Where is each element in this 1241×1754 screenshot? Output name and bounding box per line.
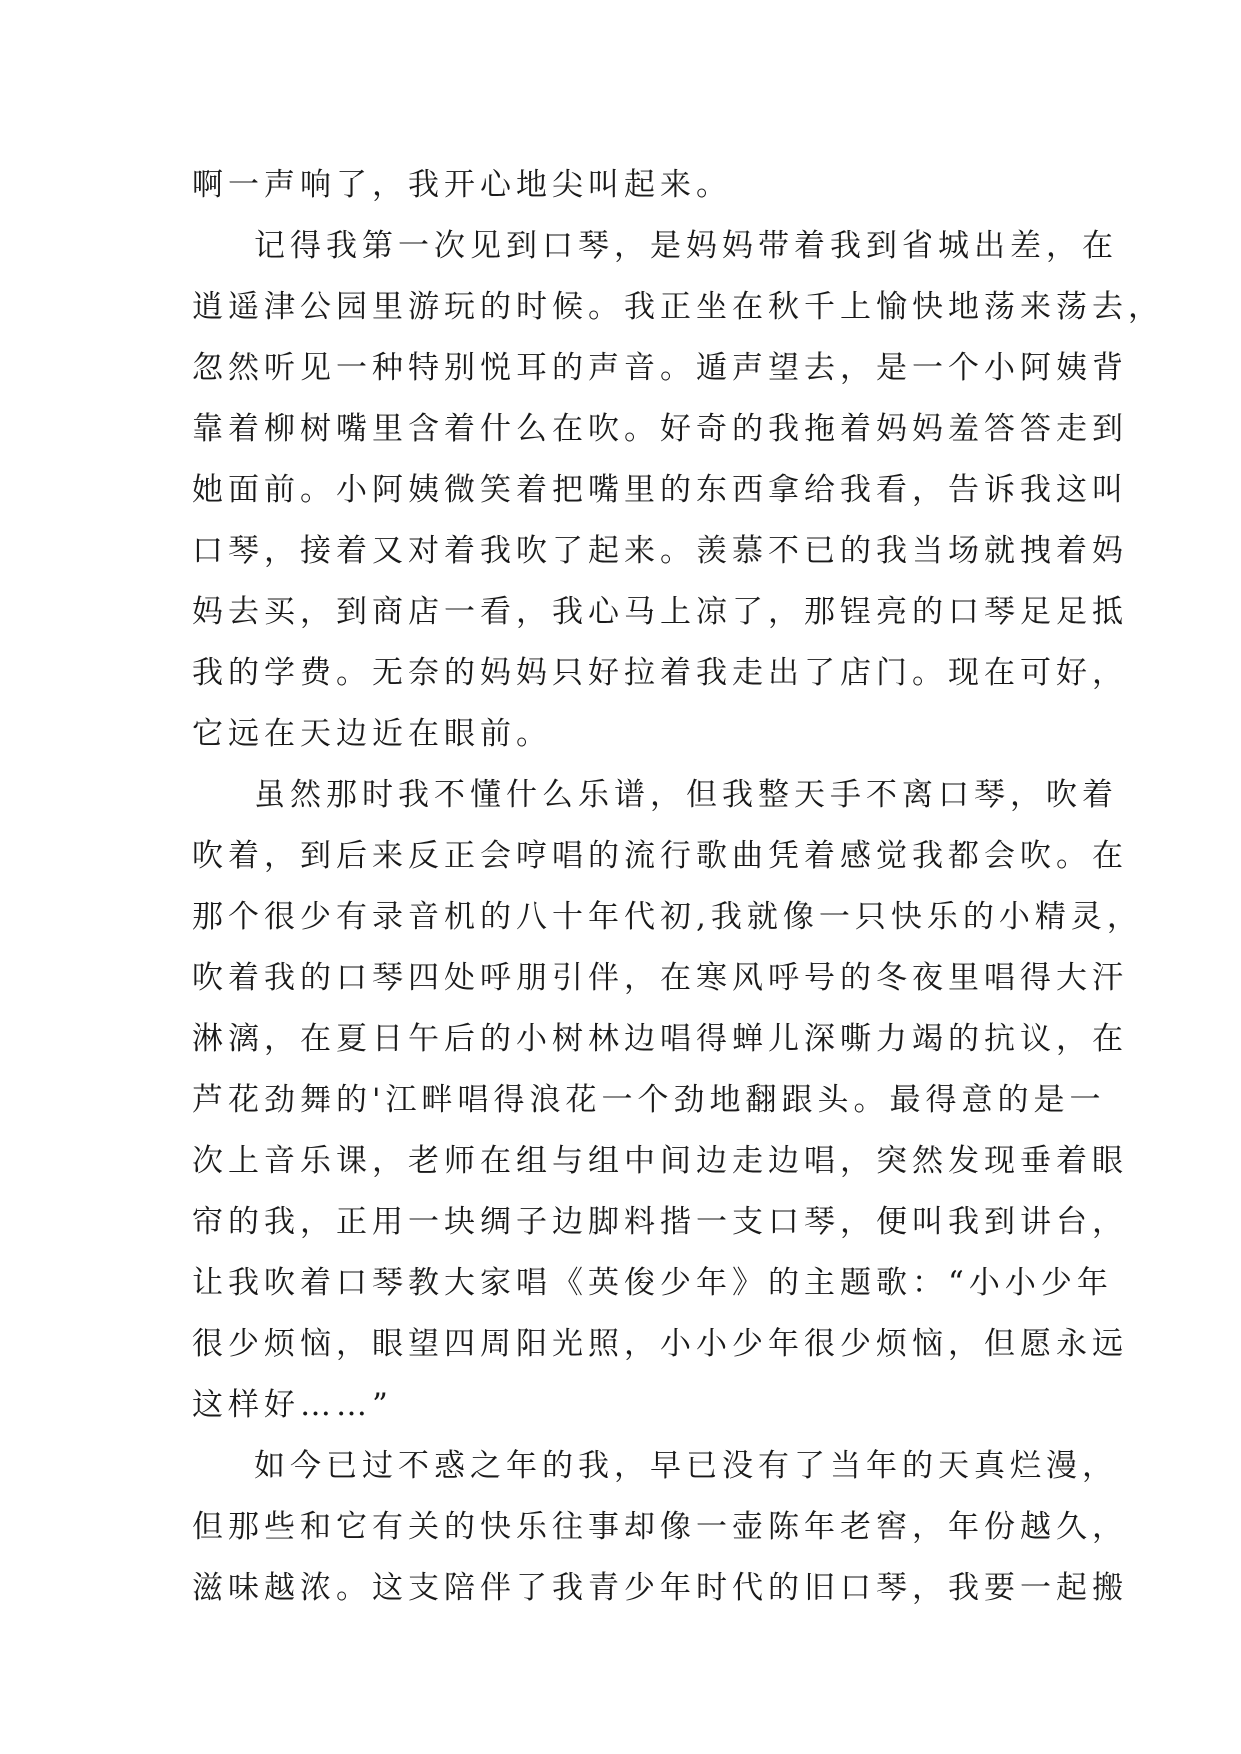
text-line: 滋味越浓。这支陪伴了我青少年时代的旧口琴，我要一起搬 — [192, 1570, 1128, 1606]
text-line: 这样好……” — [192, 1387, 393, 1423]
text-line: 那个很少有录音机的八十年代初,我就像一只快乐的小精灵， — [192, 899, 1143, 935]
paragraph-first-line: 记得我第一次见到口琴，是妈妈带着我到省城出差，在 — [254, 228, 1118, 264]
text-line: 啊一声响了，我开心地尖叫起来。 — [192, 167, 732, 203]
text-line: 靠着柳树嘴里含着什么在吹。好奇的我拖着妈妈羞答答走到 — [192, 411, 1128, 447]
text-line: 让我吹着口琴教大家唱《英俊少年》的主题歌：“小小少年 — [192, 1265, 1113, 1301]
text-line: 很少烦恼，眼望四周阳光照，小小少年很少烦恼，但愿永远 — [192, 1326, 1128, 1362]
text-line: 淋漓，在夏日午后的小树林边唱得蝉儿深嘶力竭的抗议，在 — [192, 1021, 1128, 1057]
text-line: 忽然听见一种特别悦耳的声音。遁声望去，是一个小阿姨背 — [192, 350, 1128, 386]
text-line: 口琴，接着又对着我吹了起来。羡慕不已的我当场就拽着妈 — [192, 533, 1128, 569]
paragraph-first-line: 虽然那时我不懂什么乐谱，但我整天手不离口琴，吹着 — [254, 777, 1118, 813]
paragraph-first-line: 如今已过不惑之年的我，早已没有了当年的天真烂漫， — [254, 1448, 1118, 1484]
text-line: 帘的我，正用一块绸子边脚料揩一支口琴，便叫我到讲台， — [192, 1204, 1128, 1240]
text-line: 妈去买，到商店一看，我心马上凉了，那锃亮的口琴足足抵 — [192, 594, 1128, 630]
text-line: 吹着我的口琴四处呼朋引伴，在寒风呼号的冬夜里唱得大汗 — [192, 960, 1128, 996]
text-line: 逍遥津公园里游玩的时候。我正坐在秋千上愉快地荡来荡去， — [192, 289, 1164, 325]
text-line: 芦花劲舞的'江畔唱得浪花一个劲地翻跟头。最得意的是一 — [192, 1082, 1106, 1118]
text-line: 它远在天边近在眼前。 — [192, 716, 552, 752]
text-line: 我的学费。无奈的妈妈只好拉着我走出了店门。现在可好， — [192, 655, 1128, 691]
article-body — [192, 155, 1164, 1619]
text-line: 但那些和它有关的快乐往事却像一壶陈年老窖，年份越久， — [192, 1509, 1128, 1545]
text-line: 次上音乐课，老师在组与组中间边走边唱，突然发现垂着眼 — [192, 1143, 1128, 1179]
text-line: 吹着，到后来反正会哼唱的流行歌曲凭着感觉我都会吹。在 — [192, 838, 1128, 874]
text-line: 她面前。小阿姨微笑着把嘴里的东西拿给我看，告诉我这叫 — [192, 472, 1128, 508]
